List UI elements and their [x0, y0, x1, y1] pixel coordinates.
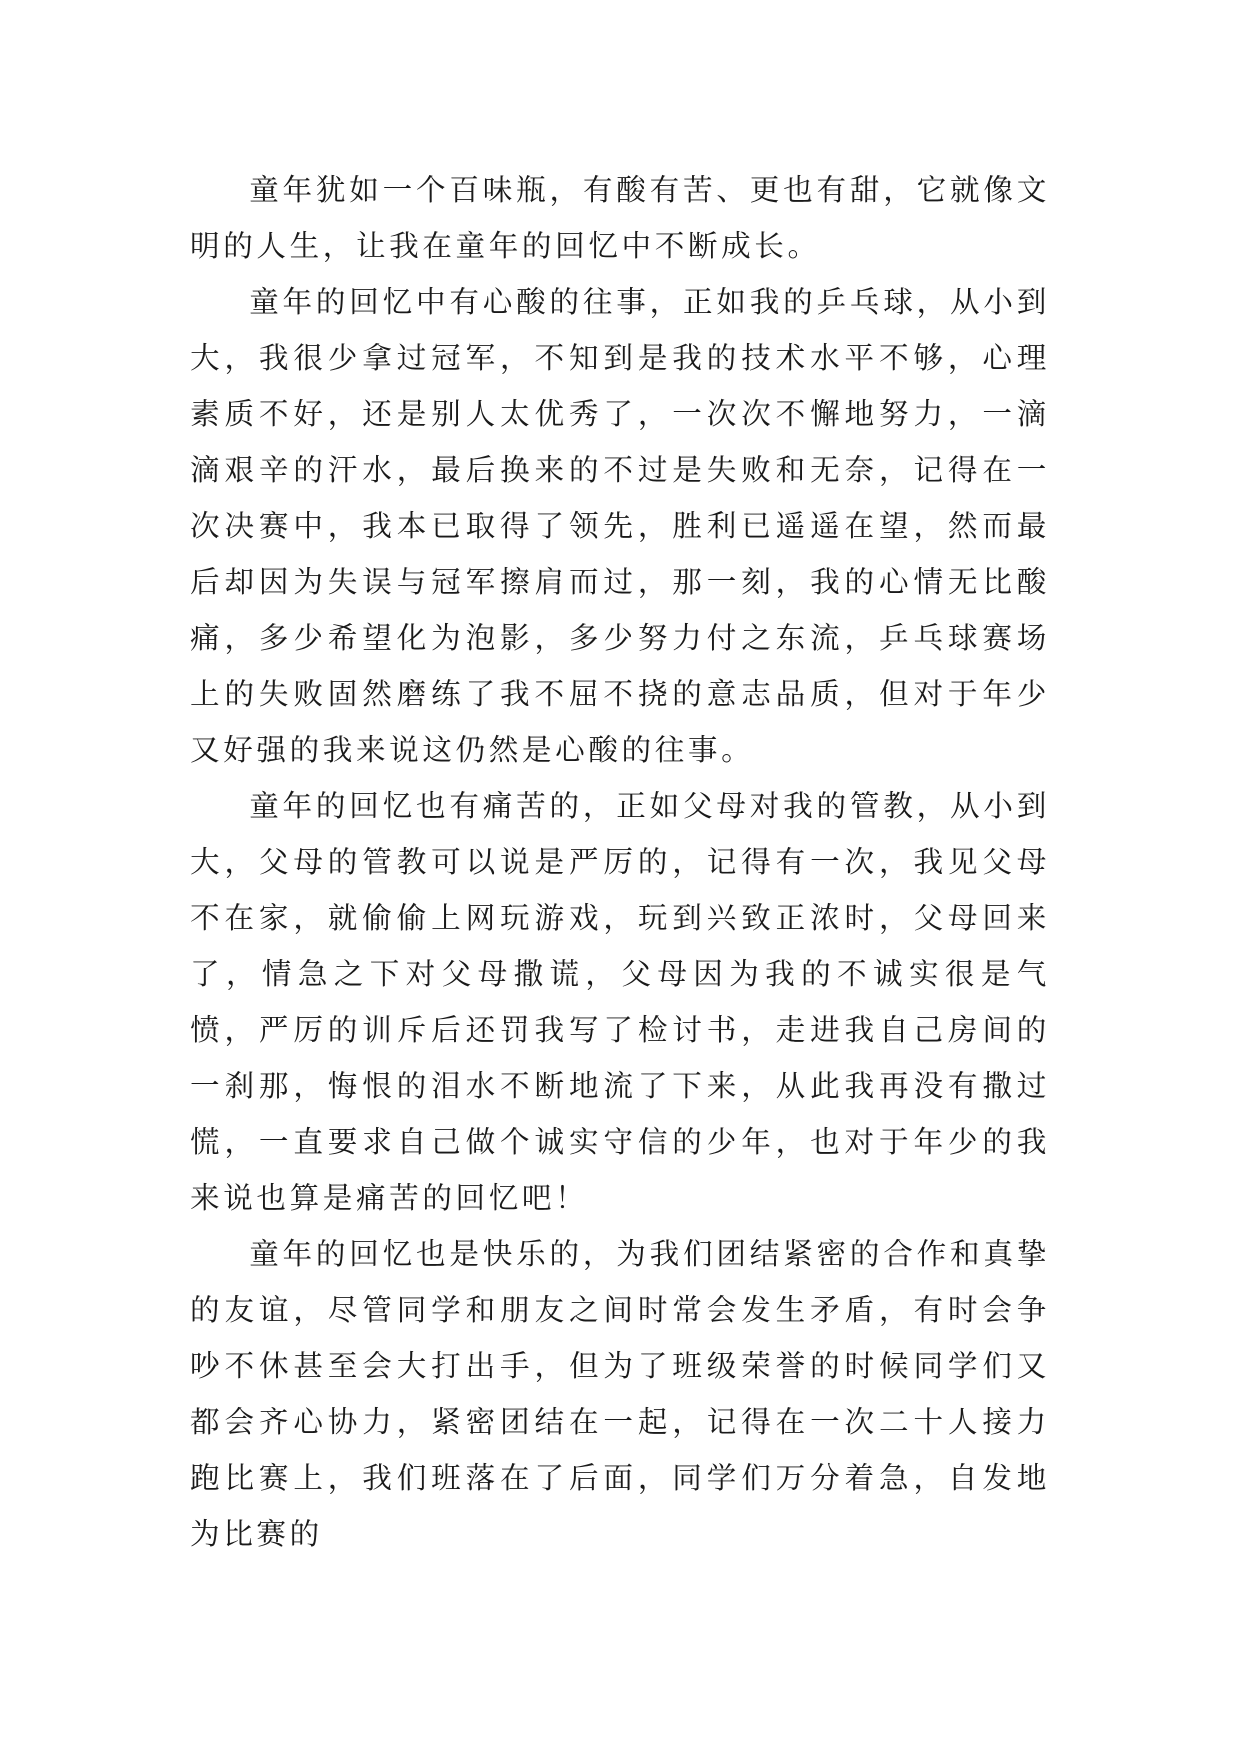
paragraph-parents: 童年的回忆也有痛苦的，正如父母对我的管教，从小到大，父母的管教可以说是严厉的，记得有一次，我见父母不在家，就偷偷上网玩游戏，玩到兴致正浓时，父母回来了，情急之下对父母撒谎，父母因为我的不诚实很是气愤，严厉的训斥后还罚我写了检讨书，走进我自己房间的一刹那，悔恨的泪水不断地流了下来，从此我再没有撒过慌，一直要求自己做个诚实守信的少年，也对于年少的我来说也算是痛苦的回忆吧！	[190, 789, 1050, 1215]
essay-body	[190, 162, 1050, 1562]
paragraph-friendship: 童年的回忆也是快乐的，为我们团结紧密的合作和真挚的友谊，尽管同学和朋友之间时常会发生矛盾，有时会争吵不休甚至会大打出手，但为了班级荣誉的时候同学们又都会齐心协力，紧密团结在一起，记得在一次二十人接力跑比赛上，我们班落在了后面，同学们万分着急，自发地为比赛的	[190, 1237, 1050, 1551]
paragraph-table-tennis: 童年的回忆中有心酸的往事，正如我的乒乓球，从小到大，我很少拿过冠军，不知到是我的技术水平不够，心理素质不好，还是别人太优秀了，一次次不懈地努力，一滴滴艰辛的汗水，最后换来的不过是失败和无奈，记得在一次决赛中，我本已取得了领先，胜利已遥遥在望，然而最后却因为失误与冠军擦肩而过，那一刻，我的心情无比酸痛，多少希望化为泡影，多少努力付之东流，乒乓球赛场上的失败固然磨练了我不屈不挠的意志品质，但对于年少又好强的我来说这仍然是心酸的往事。	[190, 285, 1050, 767]
paragraph-intro: 童年犹如一个百味瓶，有酸有苦、更也有甜，它就像文明的人生，让我在童年的回忆中不断成长。	[190, 173, 1050, 263]
